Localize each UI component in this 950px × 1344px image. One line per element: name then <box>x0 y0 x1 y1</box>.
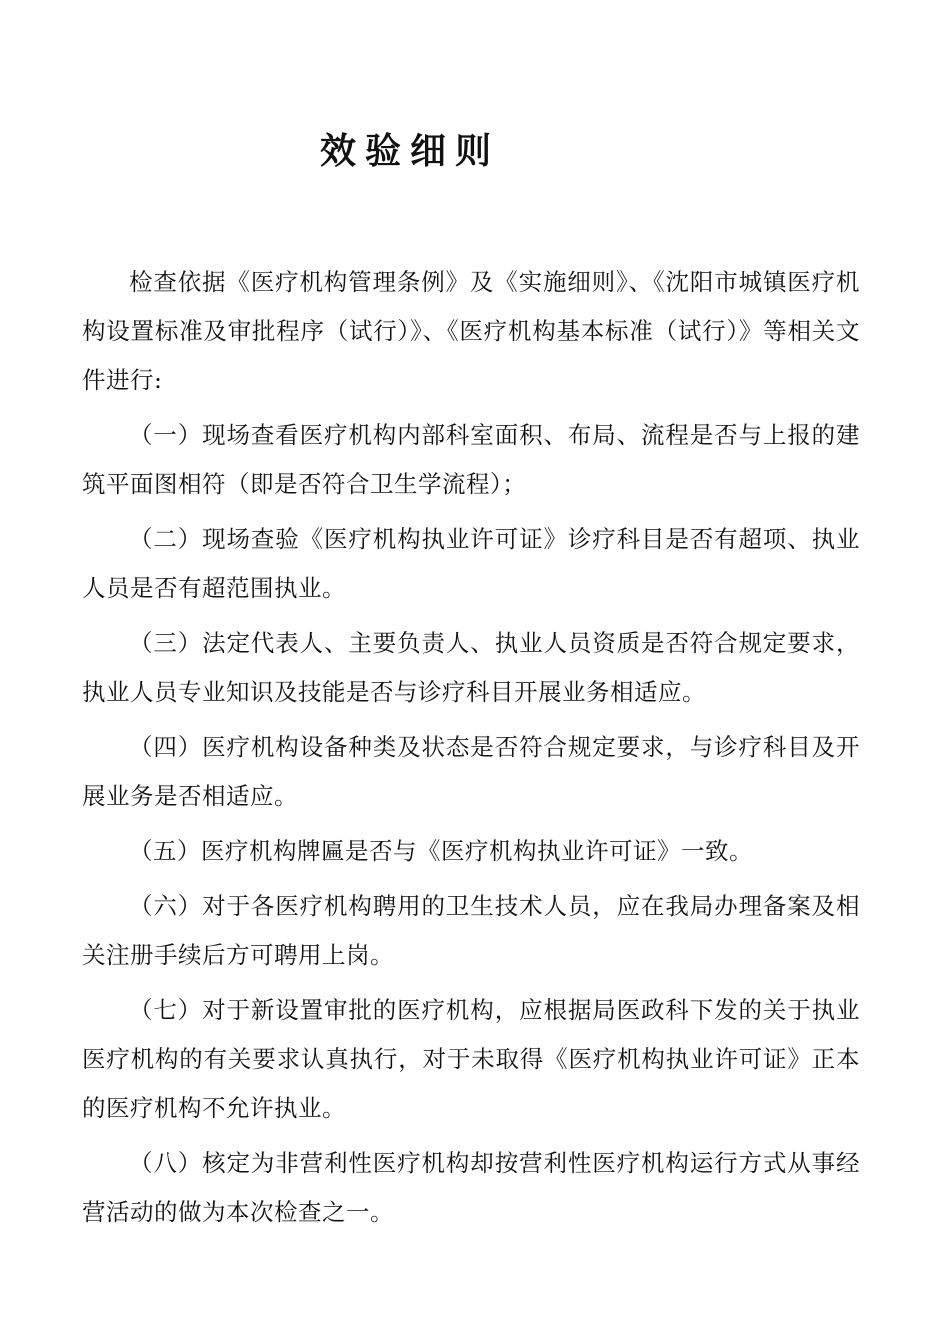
paragraph-basis: 检查依据《医疗机构管理条例》及《实施细则》、《沈阳市城镇医疗机构设置标准及审批程序（试行）》、《医疗机构基本标准（试行）》等相关文件进行: <box>82 268 860 394</box>
document-title: 效验细则 <box>319 131 500 172</box>
paragraph-item-1: （一）现场查看医疗机构内部科室面积、布局、流程是否与上报的建筑平面图相符（即是否符合卫生学流程）； <box>82 421 860 498</box>
paragraph-item-4: （四）医疗机构设备种类及状态是否符合规定要求，与诊疗科目及开展业务是否相适应。 <box>82 733 860 810</box>
paragraph-item-5: （五）医疗机构牌匾是否与《医疗机构执业许可证》一致。 <box>129 837 753 865</box>
paragraph-item-7: （七）对于新设置审批的医疗机构，应根据局医政科下发的关于执业医疗机构的有关要求认真执行，对于未取得《医疗机构执业许可证》正本的医疗机构不允许执业。 <box>82 996 860 1122</box>
paragraph-item-6: （六）对于各医疗机构聘用的卫生技术人员，应在我局办理备案及相关注册手续后方可聘用上岗。 <box>82 892 860 969</box>
paragraph-item-3: （三）法定代表人、主要负责人、执业人员资质是否符合规定要求，执业人员专业知识及技能是否与诊疗科目开展业务相适应。 <box>82 629 860 706</box>
document-body <box>82 258 860 1243</box>
paragraph-item-2: （二）现场查验《医疗机构执业许可证》诊疗科目是否有超项、执业人员是否有超范围执业。 <box>82 525 860 602</box>
paragraph-item-8: （八）核定为非营利性医疗机构却按营利性医疗机构运行方式从事经营活动的做为本次检查之一。 <box>82 1149 860 1226</box>
